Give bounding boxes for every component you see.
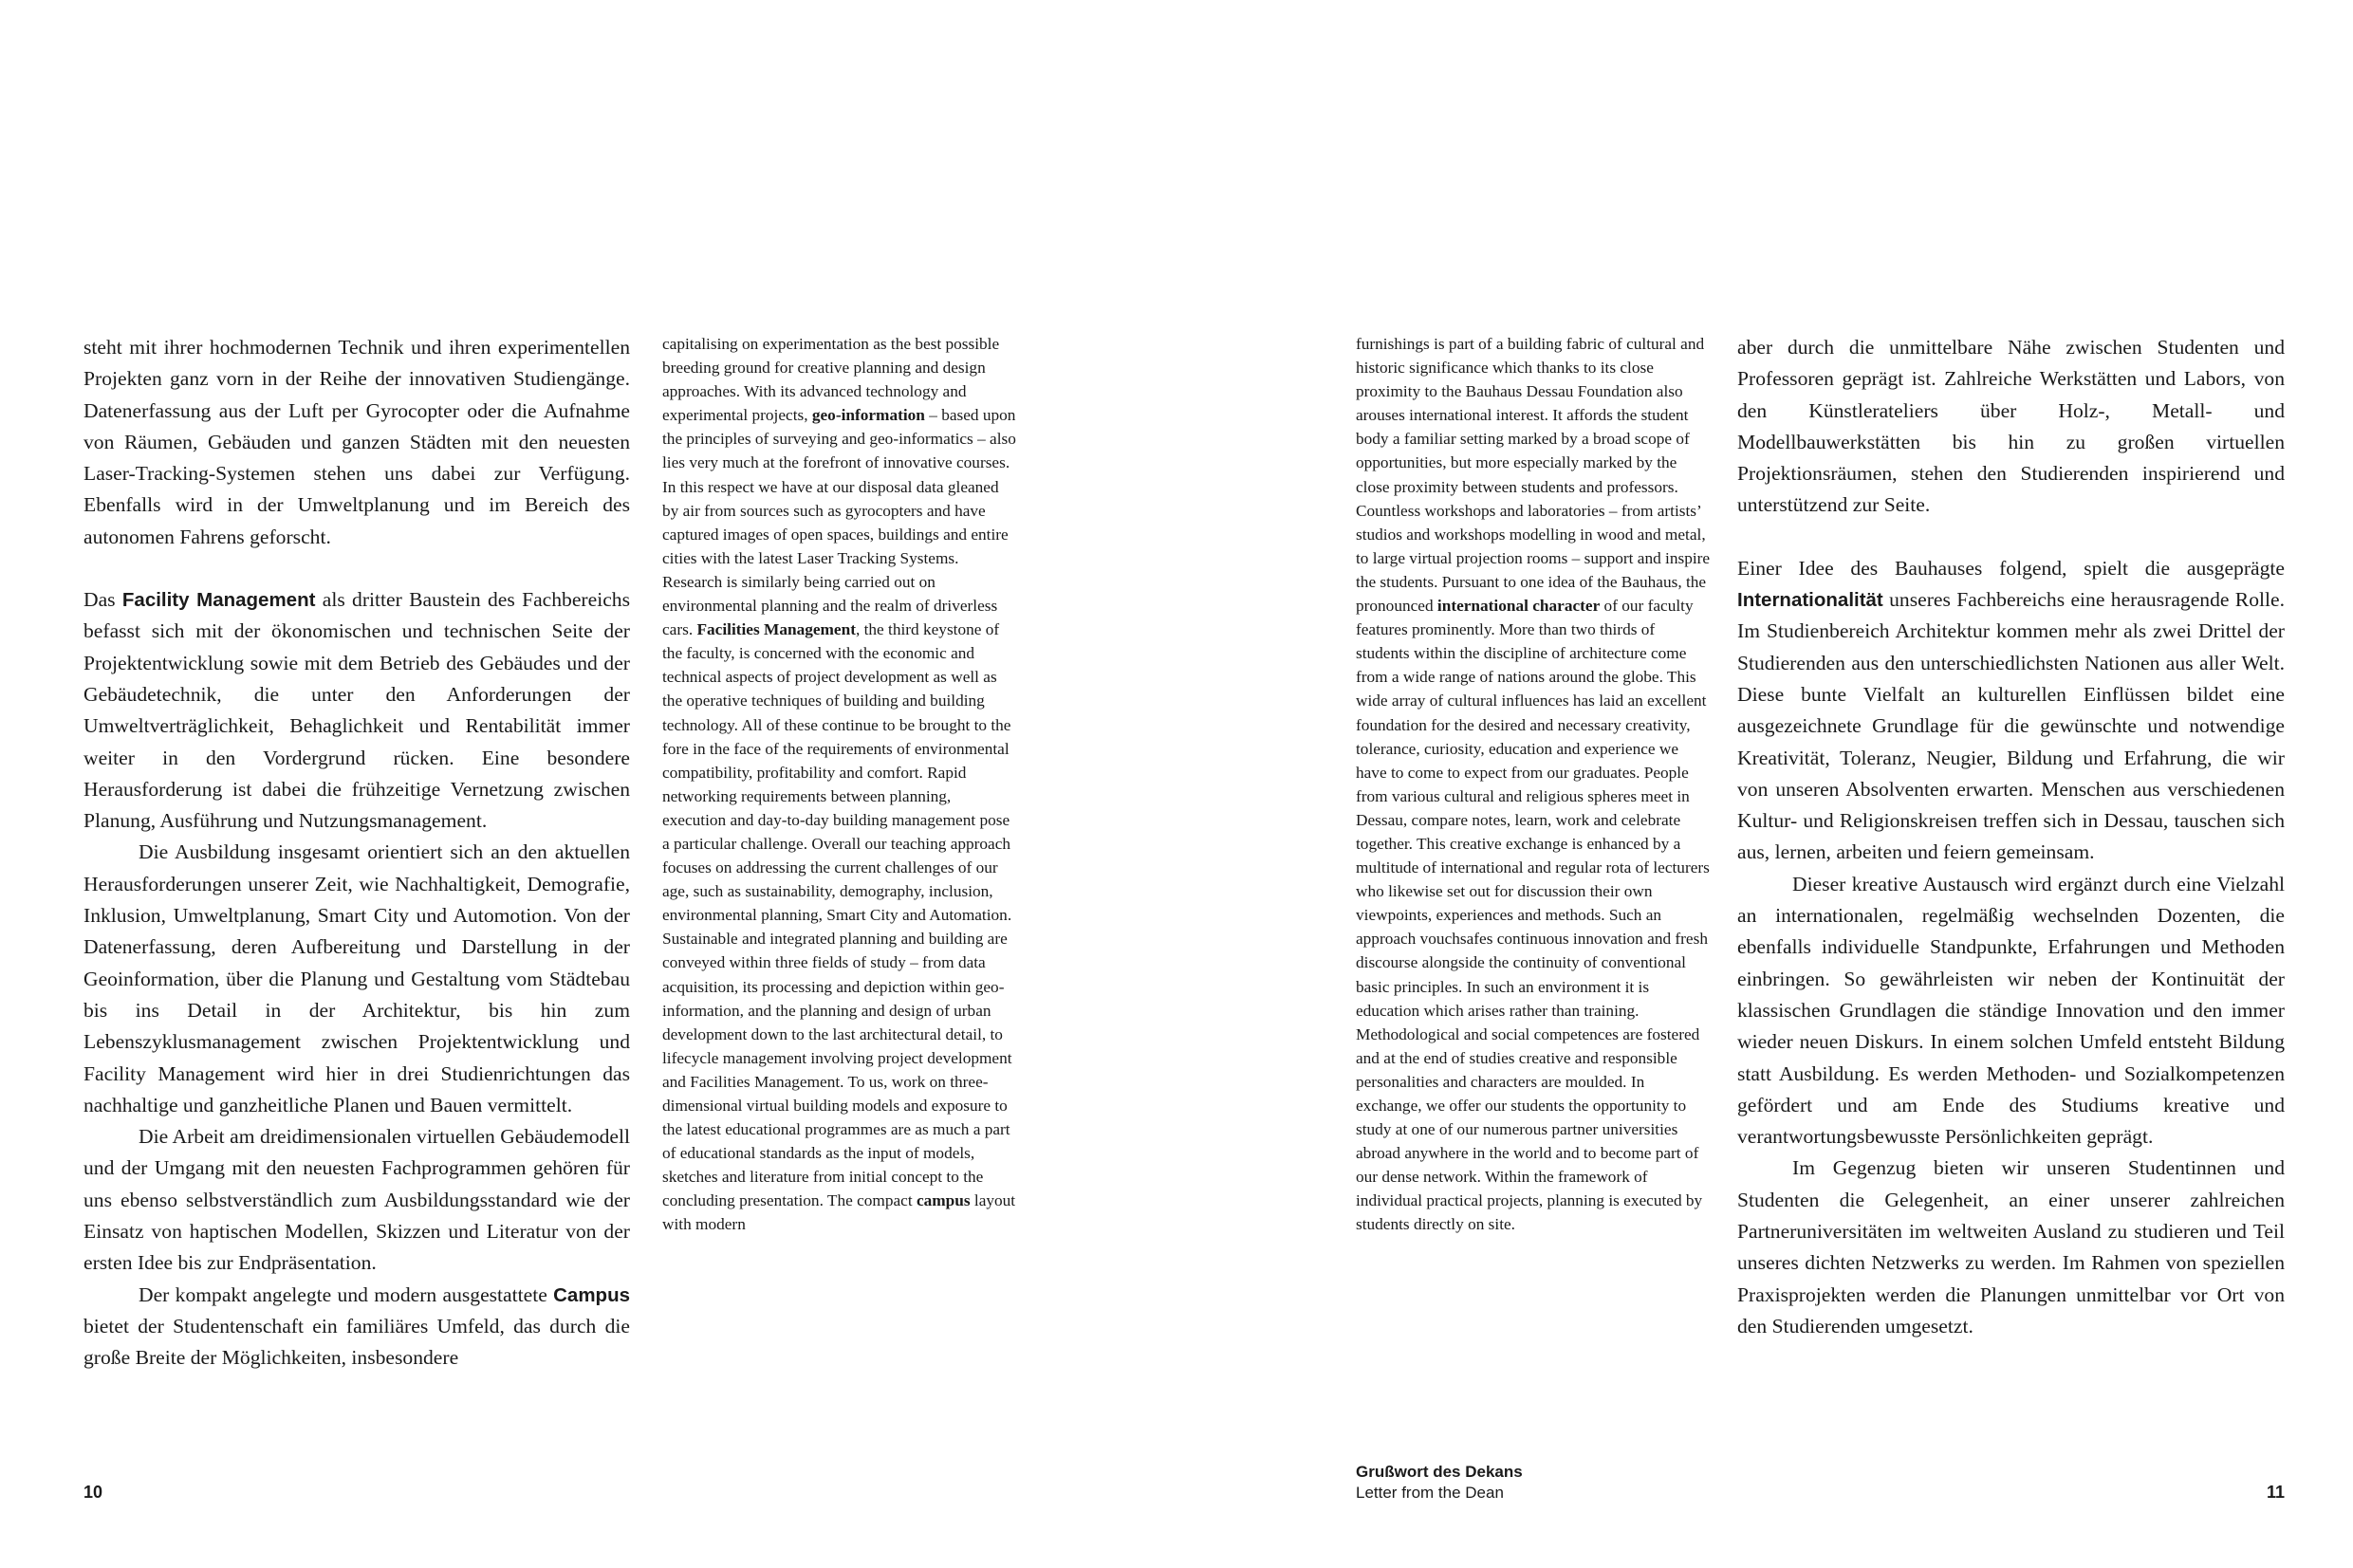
text: Einer Idee des Bauhauses folgend, spielt die ausgeprägte — [1737, 556, 2285, 580]
bold-term-facilities-management: Facilities Management — [696, 620, 856, 639]
bold-term-campus: Campus — [553, 1283, 630, 1306]
paragraph — [83, 1280, 630, 1374]
paragraph — [83, 584, 630, 837]
paragraph — [1356, 332, 1713, 1237]
text: Dieser kreative Austausch wird ergänzt durch eine Vielzahl an internationalen, regelmäßig wechselnden Dozenten, die ebenfalls individuelle Standpunkte, Erfahrungen und Methoden einbringen. So gewährleisten wir neben der Kontinuität der klassischen Grundlagen die ständige Innovation und den immer wieder neuen Diskurs. In einem solchen Umfeld entsteht Bildung statt Ausbildung. Es werden Methoden- und Sozialkompetenzen gefördert und am Ende des Studiums kreative und verantwortungsbewusste Persönlichkeiten geprägt. — [1737, 872, 2285, 1149]
text: aber durch die unmittelbare Nähe zwischen Studenten und Professoren geprägt ist. Zahlreiche Werkstätten und Labors, von den Künstlerateliers über Holz-, Metall- und Modellbauwerkstätten bis hin zu großen virtuellen Projektionsräumen, stehen den Studierenden inspirierend und unterstützend zur Seite. — [1737, 336, 2285, 517]
paragraph — [1737, 869, 2285, 1153]
footer-title-english: Letter from the Dean — [1356, 1484, 1504, 1502]
left-german-column — [83, 332, 630, 1374]
text: als dritter Baustein des Fachbereichs befasst sich mit der ökonomischen und technischen Seite der Projektentwicklung sowie mit dem Betrieb des Gebäudes und der Gebäudetechnik, die unter den Anforderungen der Umweltverträglichkeit, Behaglichkeit und Rentabilität immer weiter in den Vordergrund rücken. Eine besondere Herausforderung ist dabei die frühzeitige Vernetzung zwischen Planung, Ausführung und Nutzungsmanagement. — [83, 588, 630, 833]
text: Die Ausbildung insgesamt orientiert sich an den aktuellen Herausforderungen unserer Zeit, wie Nachhaltigkeit, Demografie, Inklusion, Umweltplanung, Smart City und Automotion. Von der Datenerfassung, deren Aufbereitung und Darstellung in der Geoinformation, über die Planung und Gestaltung vom Städtebau bis ins Detail in der Architektur, bis hin zum Lebenszyklusmanagement zwischen Projektentwicklung und Facility Management wird hier in drei Studienrichtungen das nachhaltige und ganzheitliche Planen und Bauen vermittelt. — [83, 840, 630, 1116]
paragraph — [83, 1121, 630, 1279]
right-english-column — [1356, 332, 1713, 1237]
running-footer — [1356, 1462, 1523, 1503]
paragraph — [1737, 332, 2285, 522]
text: unseres Fachbereichs eine herausragende Rolle. Im Studienbereich Architektur kommen mehr als zwei Drittel der Studierenden aus den unterschiedlichsten Nationen aus aller Welt. Diese bunte Vielfalt an kulturellen Einflüssen bildet eine ausgezeichnete Grundlage für die gewünschte und notwendige Kreativität, Toleranz, Neugier, Bildung und Erfahrung, die wir von unseren Absolventen erwarten. Menschen aus verschiedenen Kultur- und Religionskreisen treffen sich in Dessau, tauschen sich aus, lernen, arbeiten und feiern gemeinsam. — [1737, 588, 2285, 864]
bold-term-international-character: international character — [1436, 597, 1601, 616]
right-german-column — [1737, 332, 2285, 1342]
paragraph — [1737, 553, 2285, 869]
text: capitalising on experimentation as the best possible breeding ground for creative planning and design approaches. With its advanced technology and experimental projects, — [662, 335, 1000, 425]
footer-title-german: Grußwort des Dekans — [1356, 1463, 1523, 1481]
text: – based upon the principles of surveying and geo-informatics – also lies very much at the forefront of innovative courses. In this respect we have at our disposal data gleaned by air from sources such as gyrocopters and have captured images of open spaces, buildings and entire cities with the latest Laser Tracking Systems. Research is similarly being carried out on environmental planning and the realm of driverless cars. — [662, 406, 1016, 639]
bold-term-campus: campus — [916, 1191, 971, 1210]
text: Das — [83, 588, 122, 612]
text: layout with modern — [662, 1191, 1016, 1234]
text: Der kompakt angelegte und modern ausgestattete — [139, 1282, 554, 1306]
paragraph — [83, 332, 630, 553]
text: , the third keystone of the faculty, is concerned with the economic and technical aspects of project development as well as the operative techniques of building and building technology. All of these continue to be brought to the fore in the face of the requirements of environmental compatibility, profitability and comfort. Rapid networking requirements between planning, execution and day-to-day building management pose a particular challenge. Overall our teaching approach focuses on addressing the current challenges of our age, such as sustainability, demography, inclusion, environmental planning, Smart City and Automation. Sustainable and integrated planning and building are conveyed within three fields of study – from data acquisition, its processing and depiction within geo-information, and the planning and design of urban development down to the last architectural detail, to lifecycle management involving project development and Facilities Management. To us, work on three-dimensional virtual building models and exposure to the latest educational programmes are as much a part of educational standards as the input of models, sketches and literature from initial concept to the concluding presentation. The compact — [662, 620, 1012, 1210]
page-number-left: 10 — [83, 1483, 103, 1502]
text: steht mit ihrer hochmodernen Technik und ihren experimentellen Projekten ganz vorn in der Reihe der innovativen Studiengänge. Datenerfassung aus der Luft per Gyrocopter oder die Aufnahme von Räumen, Gebäuden und ganzen Städten mit den neuesten Laser-Tracking-Systemen stehen uns dabei zur Verfügung. Ebenfalls wird in der Umweltplanung und im Bereich des autonomen Fahrens geforscht. — [83, 336, 630, 548]
text: Die Arbeit am dreidimensionalen virtuellen Gebäudemodell und der Umgang mit den neuesten Fachprogrammen gehören für uns ebenso selbstverständlich zum Ausbildungsstandard wie der Einsatz von haptischen Modellen, Skizzen und Literatur von der ersten Idee bis zur Endpräsentation. — [83, 1125, 630, 1275]
page-number-right: 11 — [2266, 1483, 2285, 1502]
bold-term-facility-management: Facility Management — [121, 589, 316, 612]
paragraph — [662, 332, 1017, 1237]
text: bietet der Studentenschaft ein familiäres Umfeld, das durch die große Breite der Möglichkeiten, insbesondere — [83, 1314, 630, 1370]
bold-term-internationalitaet: Internationalität — [1737, 589, 1883, 612]
paragraph — [83, 837, 630, 1121]
text: furnishings is part of a building fabric of cultural and historic significance which thanks to its close proximity to the Bauhaus Dessau Foundation also arouses international interest. It affords the student body a familiar setting marked by a broad scope of opportunities, but more especially marked by the close proximity between students and professors. Countless workshops and laboratories – from artists’ studios and workshops modelling in wood and metal, to large virtual projection rooms – support and inspire the students. Pursuant to one idea of the Bauhaus, the pronounced — [1356, 335, 1711, 616]
text: of our faculty features prominently. More than two thirds of students within the discipline of architecture come from a wide range of nations around the globe. This wide array of cultural influences has laid an excellent foundation for the desired and necessary creativity, tolerance, curiosity, education and experience we have to come to expect from our graduates. People from various cultural and religious spheres meet in Dessau, compare notes, learn, work and celebrate together. This creative exchange is enhanced by a multitude of international and regular rota of lecturers who likewise set out for discussion their own viewpoints, experiences and methods. Such an approach vouchsafes continuous innovation and fresh discourse alongside the continuity of conventional basic principles. In such an environment it is education which arises rather than training. Methodological and social competences are fostered and at the end of studies creative and responsible personalities and characters are moulded. In exchange, we offer our students the opportunity to study at one of our numerous partner universities abroad anywhere in the world and to become part of our dense network. Within the framework of individual practical projects, planning is executed by students directly on site. — [1356, 597, 1710, 1234]
bold-term-geo-information: geo-information — [811, 406, 925, 425]
paragraph — [1737, 1153, 2285, 1342]
left-english-column — [662, 332, 1017, 1237]
text: Im Gegenzug bieten wir unseren Studentinnen und Studenten die Gelegenheit, an einer unserer zahlreichen Partneruniversitäten im weltweiten Ausland zu studieren und Teil unseres dichten Netzwerks zu werden. Im Rahmen von speziellen Praxisprojekten werden die Planungen unmittelbar vor Ort von den Studierenden umgesetzt. — [1737, 1156, 2285, 1337]
